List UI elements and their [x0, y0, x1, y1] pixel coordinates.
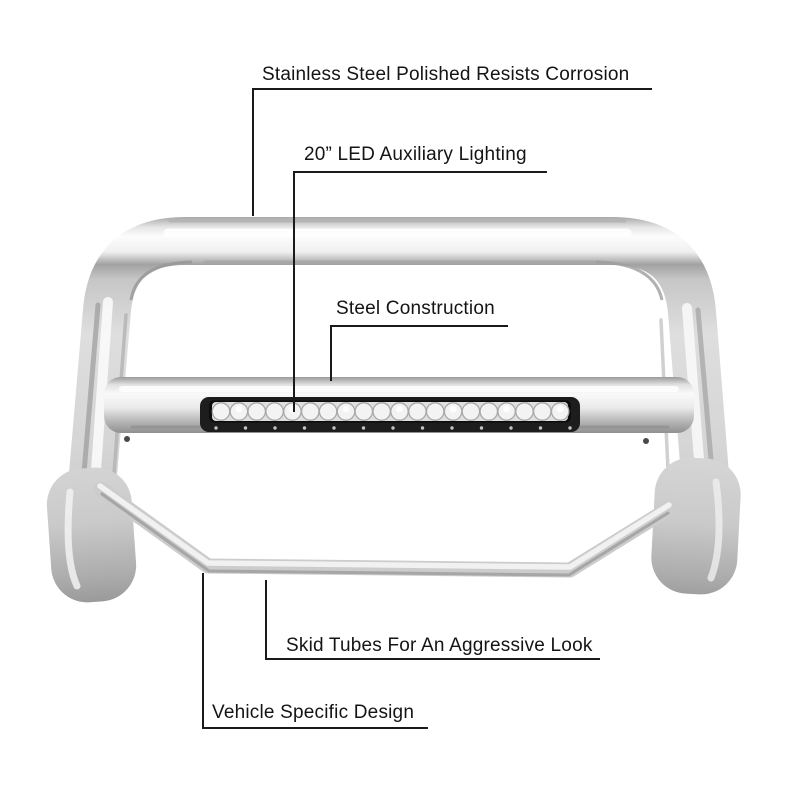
callout-underline — [330, 325, 508, 327]
callout-underline — [252, 88, 652, 90]
left-foot — [44, 465, 138, 605]
callout-leader-line — [265, 580, 267, 658]
callout-label: Stainless Steel Polished Resists Corrosion — [262, 64, 630, 85]
callout-underline — [293, 171, 547, 173]
callout-leader-line — [202, 573, 204, 727]
callout-leader-line — [330, 327, 332, 381]
mounting-bolt — [643, 438, 649, 444]
callout-underline — [202, 727, 428, 729]
skid-tube — [100, 486, 670, 575]
callout-underline — [265, 658, 600, 660]
right-foot — [649, 456, 742, 596]
callout-label: Steel Construction — [336, 298, 495, 319]
callout-leader-line — [252, 90, 254, 216]
led-light-bar — [200, 397, 580, 432]
callout-label: Skid Tubes For An Aggressive Look — [286, 635, 593, 656]
callout-leader-line — [293, 173, 295, 412]
callout-label: 20” LED Auxiliary Lighting — [304, 144, 527, 165]
mounting-bolt — [124, 436, 130, 442]
callout-label: Vehicle Specific Design — [212, 702, 415, 723]
